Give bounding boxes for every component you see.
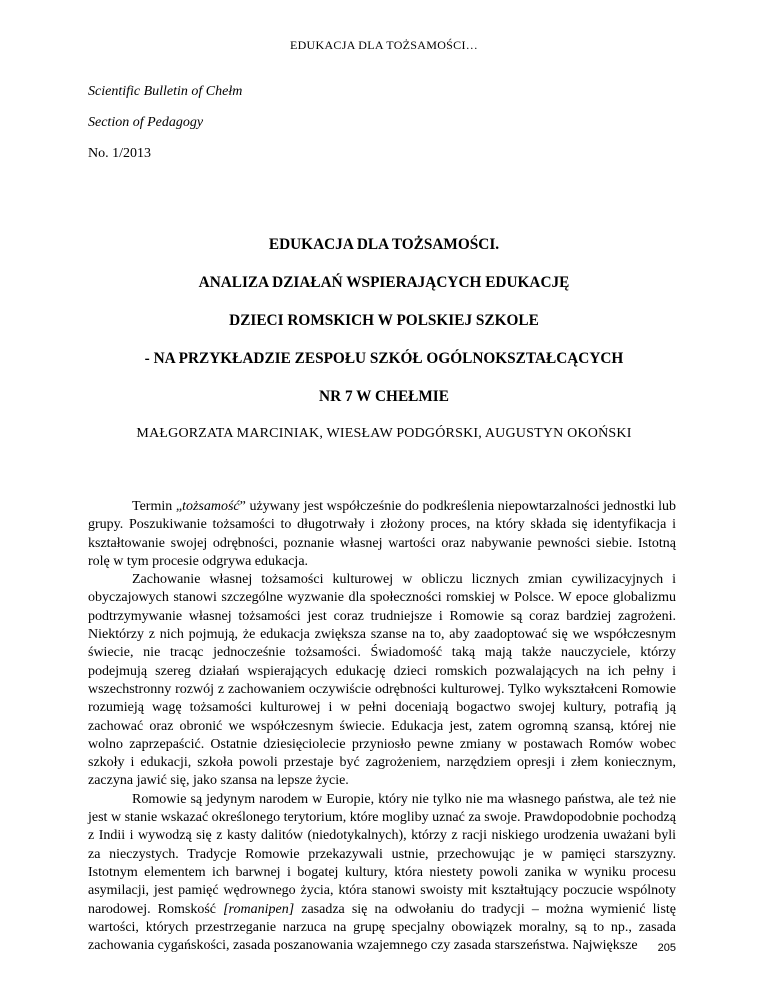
running-head: EDUKACJA DLA TOŻSAMOŚCI… <box>289 38 479 52</box>
paragraph <box>88 498 676 571</box>
text-run: Termin „ <box>132 499 183 514</box>
text-run: Romowie są jedynym narodem w Europie, który nie tylko nie ma własnego państwa, ale też nie jest w stanie wskazać określonego terytorium, które mogliby uznać za swoje. Prawdopodobnie pochodzą z Indii i wywodzą się z kasty dalitów (niedotykalnych), którzy z racji niskiego urodzenia uważani byli za nieczystych. Tradycje Romowie przekazywali ustnie, przechowując je w pamięci starszyzny. Istotnym elementem ich barwnej i bogatej kultury, która niestety powoli zanika w wyniku procesu asymilacji, jest pamięć wędrownego życia, która stanowi swoisty mit kształtujący poczucie wspólnoty narodowej. Romskość <box>88 791 676 917</box>
title-line: ANALIZA DZIAŁAŃ WSPIERAJĄCYCH EDUKACJĘ <box>198 274 570 291</box>
emphasized-term: [romanipen] <box>223 901 295 917</box>
journal-info <box>88 76 242 169</box>
text-run: zasadza się na odwołaniu do tradycji – można wymienić listę wartości, których przestrzeganie narzuca na grupę specjalny obowiązek moralny, są to np., zasada zachowania cygańskości, zasada poszanowania wzajemnego czy zasada starszeństwa. Największe <box>88 901 676 954</box>
paragraph: Zachowanie własnej tożsamości kulturowej w obliczu licznych zmian cywilizacyjnych i obyczajowych stanowi szczególne wyzwanie dla społeczności romskiej w Polsce. W epoce globalizmu podtrzymywanie własnej tożsamości jest coraz trudniejsze i Romowie są coraz bardziej zagrożeni. Niektórzy z nich pojmują, że edukacja zwiększa szanse na to, aby zaadoptować się we współczesnym świecie, nie tracąc jednocześnie tożsamości. Świadomość taką mają także nauczyciele, którzy podejmują szereg działań wspierających edukację dzieci romskich pozwalających na ich pełny i wszechstronny rozwój z zachowaniem oczywiście odrębności kulturowej. Tylko wykształceni Romowie rozumieją wagę tożsamości kulturowej i w pełni doceniają bogactwo swojej kultury, potrafią ją zachować oraz obronić we współczesnym świecie. Edukacja jest, zatem ogromną szansą, której nie wolno zaprzepaścić. Ostatnie dziesięciolecie przyniosło pewne zmiany w postawach Romów wobec szkoły i edukacji, szkoła powoli przestaje być zagrożeniem, narzędziem opresji i złem koniecznym, zaczyna jawić się, jako szansa na lepsze życie. <box>88 572 676 789</box>
article-body <box>88 498 676 955</box>
journal-name: Scientific Bulletin of Chełm <box>88 84 243 99</box>
journal-issue: No. 1/2013 <box>88 146 151 161</box>
title-line: - NA PRZYKŁADZIE ZESPOŁU SZKÓŁ OGÓLNOKSZTAŁCĄCYCH <box>144 350 624 367</box>
paragraph <box>88 791 676 956</box>
emphasized-term: tożsamość <box>182 499 240 514</box>
title-line: NR 7 W CHEŁMIE <box>319 388 449 405</box>
article-title <box>60 226 708 416</box>
journal-section: Section of Pedagogy <box>88 115 204 130</box>
title-line: EDUKACJA DLA TOŻSAMOŚCI. <box>268 236 500 253</box>
page-number: 205 <box>657 942 676 954</box>
title-line: DZIECI ROMSKICH W POLSKIEJ SZKOLE <box>229 312 539 329</box>
text-run: ” używany jest współcześnie do podkreślenia niepowtarzalności jednostki lub grupy. Poszukiwanie tożsamości to długotrwały i złożony proces, na który składa się identyfikacja i kształtowanie swojej odrębności, poznanie własnej wartości oraz nabywanie pewności siebie. Istotną rolę w tym procesie odgrywa edukacja. <box>88 499 676 569</box>
authors: MAŁGORZATA MARCINIAK, WIESŁAW PODGÓRSKI, AUGUSTYN OKOŃSKI <box>136 426 632 441</box>
